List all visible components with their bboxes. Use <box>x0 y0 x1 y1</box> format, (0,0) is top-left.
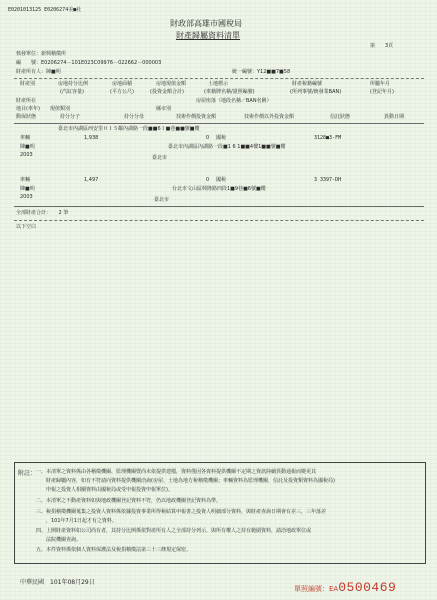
col-location: 財產所在 <box>16 98 37 104</box>
col-value: 房地現值金額 <box>156 81 187 87</box>
document-number: 編 號：E0206274－101E023C09976－022662－000003 <box>16 60 162 66</box>
serial-label: 單照編號：EA <box>294 585 339 593</box>
record-year: 2003 <box>20 152 33 158</box>
col-asset-type: 財產別 <box>20 81 36 87</box>
col-land-year: 地目(車年) <box>16 106 40 112</box>
col-change-date: 異動日期 <box>384 114 405 120</box>
col-other-invest: 技術作價以外投資金額 <box>244 114 295 120</box>
col-value-category: 現值類別 <box>50 106 71 112</box>
property-owner: 財產所有人：陳■明 <box>16 69 61 75</box>
page-number: 第 3頁 <box>370 43 394 49</box>
note-line: 申報之投資人相關資料由國稅局或受申報投資申報單位)。 <box>36 487 173 493</box>
col-ban: (所列事號/統發業BAN) <box>290 89 342 95</box>
total-separator <box>14 220 424 221</box>
note-line: 二、本清單之不動產資料如與地政機關登記資料不符，仍以地政機關登記資料為準。 <box>36 498 222 504</box>
col-lien-status: 動保狀態 <box>16 114 37 120</box>
serial-number: 0500469 <box>338 580 397 595</box>
owner-id-number: 統一編號：Y12■■7■58 <box>232 69 291 75</box>
col-reg-period: (登記年月) <box>370 89 394 95</box>
col-sqm: (平方公尺) <box>110 89 134 95</box>
record-value: 0 <box>206 135 210 141</box>
record-category: 國稅 <box>216 135 227 141</box>
record-city: 臺北市 <box>154 197 170 203</box>
col-city: 縣市別 <box>156 106 172 112</box>
note-line: ，101年7月1日起才有之資料。 <box>36 518 117 524</box>
issuing-agency: 核發單位：新興稽徵所 <box>16 51 67 57</box>
document-subtitle: 財產歸屬資料清單 <box>176 31 240 40</box>
col-house-address: 房屋座落（地段名稱／BAN名稱） <box>196 98 272 104</box>
col-cc: (汽缸容量) <box>60 89 84 95</box>
record-value: 0 <box>206 177 210 183</box>
record-address: 台北市文山區興隆路四段1■9巷■6號■樓 <box>172 186 266 192</box>
record-city: 臺北市 <box>152 155 168 161</box>
record-amount: 1,497 <box>84 177 99 183</box>
record-plate: 3 3397-DH <box>314 177 342 183</box>
record-year: 2003 <box>20 194 33 200</box>
col-plate-cert: (車籍牌名稱/證照編號) <box>204 89 255 95</box>
note-line: 四、上開財產資料如公司尚有者，其持分比例係依對產所有人之全部持分列示，與所有權人之持有範圍資料，請洽地政單位或 <box>36 528 312 534</box>
top-code: E0201013125 E0206274美■社 <box>8 7 82 13</box>
owner-address: 臺北市內湖區西安里０１５鄰內湖路一段■■6１■巷■■號■樓 <box>58 126 200 132</box>
note-line: 法院機關查詢。 <box>36 537 82 543</box>
col-area: 房地面積 <box>112 81 133 87</box>
record-amount: 1,938 <box>84 135 99 141</box>
separator <box>14 78 424 79</box>
col-denominator: 持分分母 <box>124 114 145 120</box>
notes-label: 附註： <box>18 470 37 477</box>
col-invest-total: (投資金額合計) <box>150 89 184 95</box>
note-line: 財產歸屬內容，如有不符請向資料提供機關洽詢(房屋、土地為地方稅稽徵機關；車輛資料為監理機關，信託及投資類資料為國稅局) <box>36 478 335 484</box>
records-rule <box>14 206 424 207</box>
record-plate: 3128■3-FM <box>314 135 342 141</box>
record-category: 國稅 <box>216 177 227 183</box>
issue-date: 中華民國 101年08月29日 <box>20 579 95 586</box>
record-owner: 陳■明 <box>20 144 35 150</box>
col-numerator: 持分分子 <box>60 114 81 120</box>
header-rule <box>14 123 424 124</box>
end-marker: 以下空白 <box>16 224 37 230</box>
col-share-ratio: 房地持分比例 <box>58 81 89 87</box>
note-line: 一、本清單之資料係由各稽徵機關、監理機關暨尚未依提供建檔，資料僅因各資料提供機關不定期之資訊陸續異動通報而變更其 <box>36 469 317 475</box>
note-line: 五、本件資料係依個人資料保護法及稅捐稽徵法第三十三條規定保密。 <box>36 547 192 553</box>
record-type: 車輛 <box>20 177 31 183</box>
document-title: 財政部高雄市國稅局 <box>170 19 242 28</box>
record-owner: 陳■明 <box>20 186 35 192</box>
col-land-mark: 土地標示 <box>208 81 229 87</box>
col-period: 所屬年月 <box>370 81 391 87</box>
col-tech-invest: 技術作價投資金額 <box>176 114 217 120</box>
total-count: 全部財產合計： 2 筆 <box>16 210 69 216</box>
record-type: 車輛 <box>20 135 31 141</box>
col-trust-status: 信託狀態 <box>330 114 351 120</box>
note-line: 三、稅捐稽徵機關蒐集之投資人資料係依據投資事業所得稅結算申報書之投資人明細部分資料，與財產查詢日期會有差三，三年落差 <box>36 509 327 515</box>
serial-number-block <box>294 576 396 595</box>
record-address: 臺北市內湖區內湖路一段■1 6 1■■4樓1■■號■樓 <box>168 144 286 150</box>
col-tax-number: 財產稅籍編號 <box>292 81 323 87</box>
